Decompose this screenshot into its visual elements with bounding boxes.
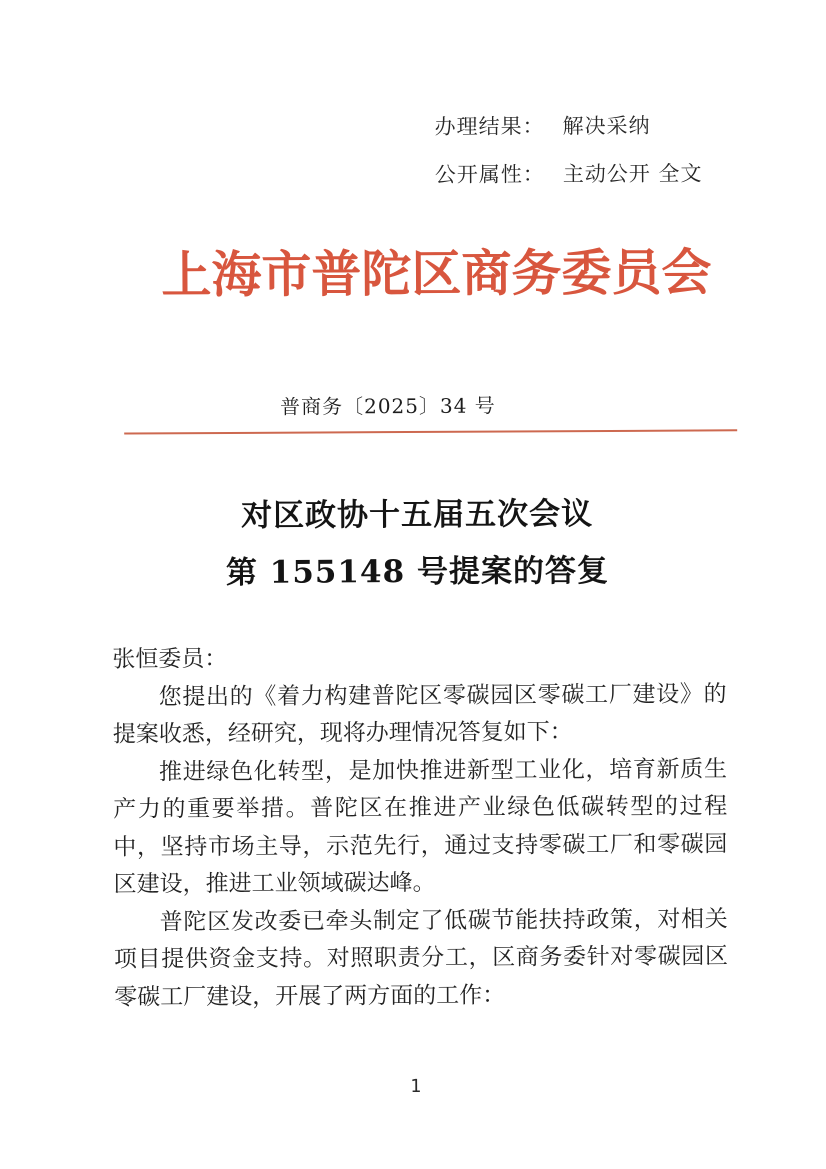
- handling-result-value: 解决采纳: [562, 113, 651, 139]
- document-title: [109, 485, 725, 602]
- document-title-line1: 对区政协十五届五次会议: [241, 496, 594, 534]
- meta-row-handling-result: [434, 101, 702, 150]
- body-line: 张恒委员：: [112, 645, 228, 673]
- body-line: 提案收悉，经研究，现将办理情况答复如下：: [112, 719, 573, 748]
- disclosure-label: 公开属性：: [434, 162, 545, 187]
- disclosure-value: 主动公开 全文: [562, 161, 703, 187]
- letterhead-org-name: 上海市普陀区商务委员会: [161, 242, 712, 305]
- body-line: 零碳工厂建设，开展了两方面的工作：: [114, 982, 506, 1011]
- body-line: 区建设，推进工业领域碳达峰。: [113, 869, 436, 898]
- page-number: 1: [410, 1075, 422, 1098]
- body-text: [112, 638, 728, 1016]
- body-line: 普陀区发改委已牵头制定了低碳节能扶持政策，对相关: [159, 905, 728, 935]
- body-line: 推进绿色化转型，是加快推进新型工业化，培育新质生: [158, 755, 728, 785]
- red-divider-rule: [124, 429, 737, 434]
- document-number: 普商务〔2025〕34 号: [280, 393, 496, 419]
- body-line: 项目提供资金支持。对照职责分工，区商务委针对零碳园区: [113, 943, 729, 973]
- meta-row-disclosure: [435, 149, 703, 198]
- handling-result-label: 办理结果：: [434, 114, 545, 139]
- body-line: 中，坚持市场主导，示范先行，通过支持零碳工厂和零碳园: [113, 830, 728, 861]
- body-line: 产力的重要举措。普陀区在推进产业绿色低碳转型的过程: [113, 793, 728, 823]
- body-line: 您提出的《着力构建普陀区零碳园区零碳工厂建设》的: [158, 680, 727, 710]
- document-title-line2: 第 155148 号提案的答复: [225, 552, 610, 591]
- header-meta: [434, 101, 702, 198]
